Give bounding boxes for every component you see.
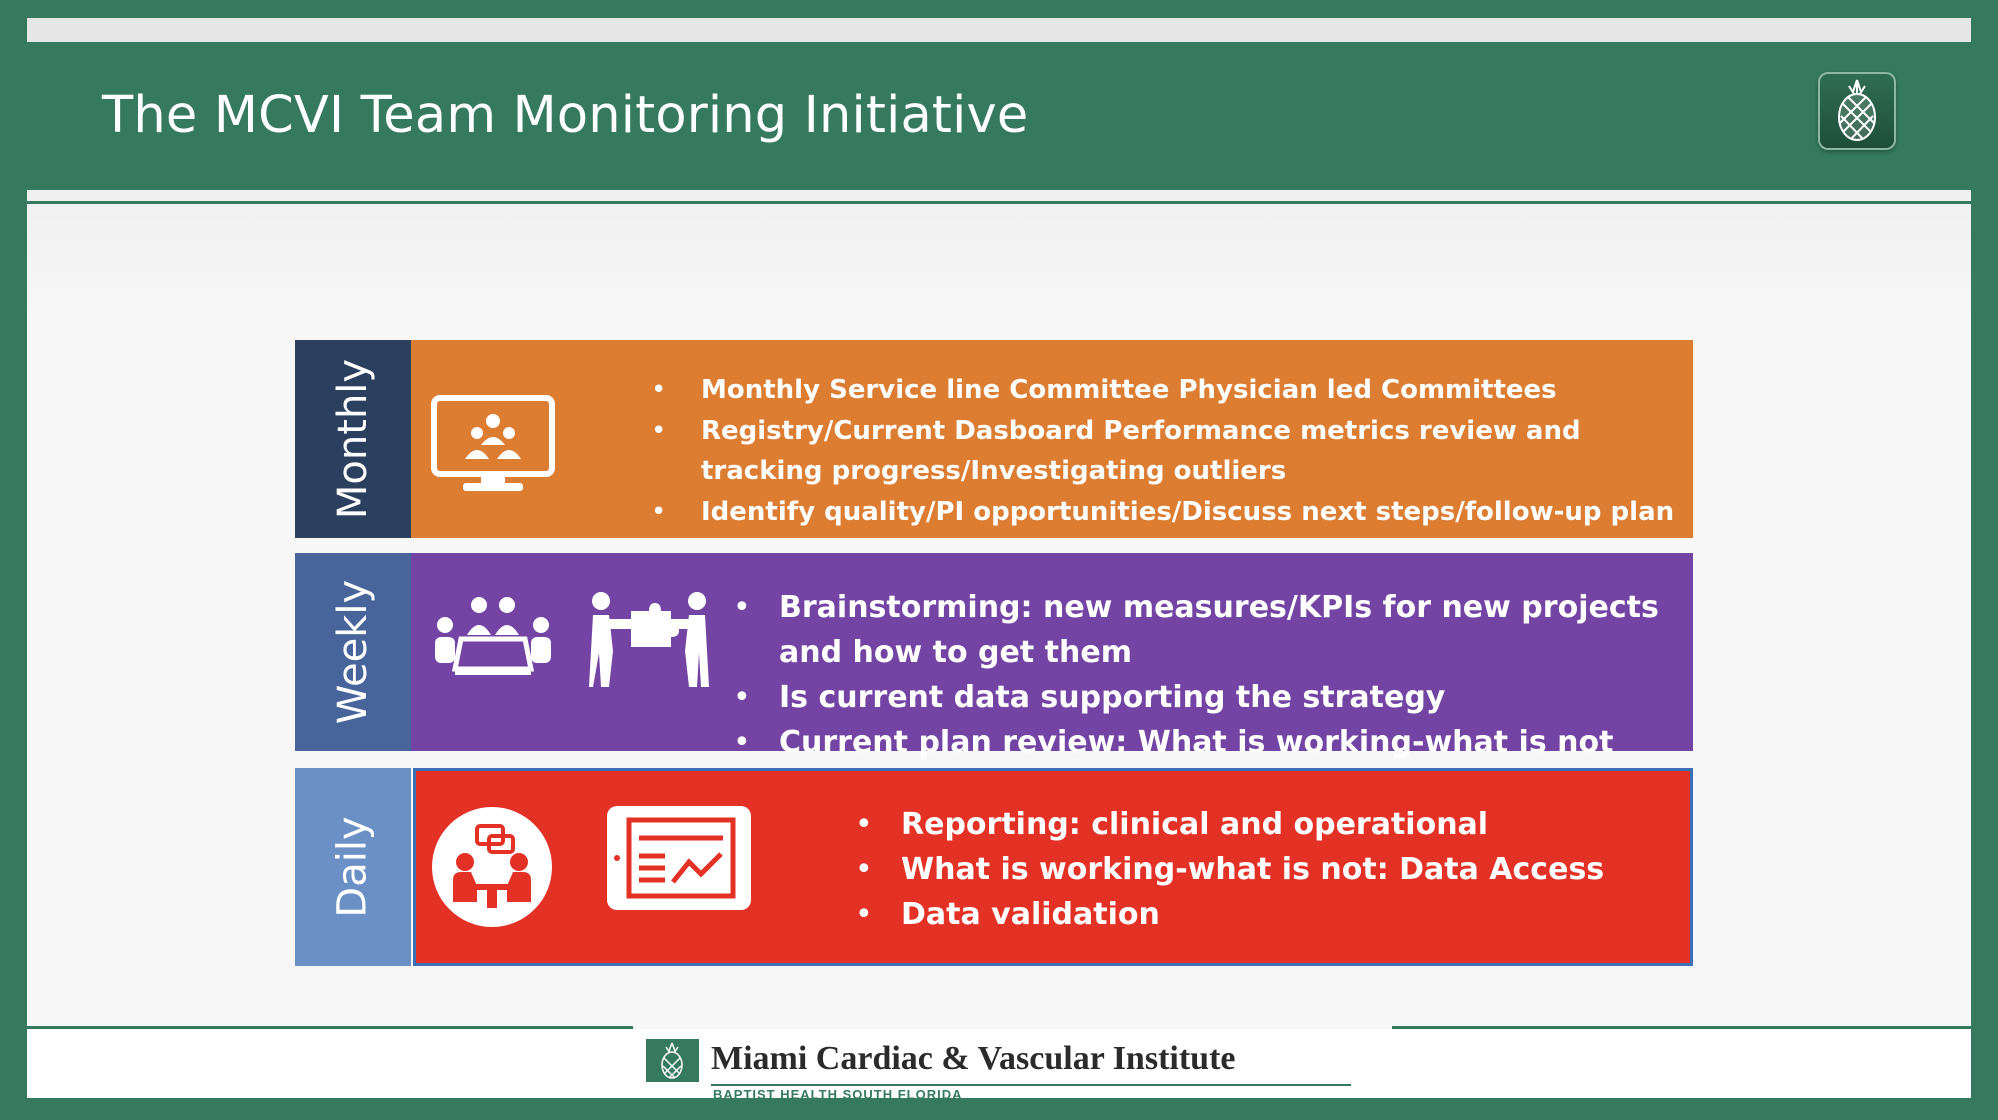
pineapple-logo-icon [646,1039,699,1082]
team-meeting-icon [431,595,555,687]
header-divider [27,201,1971,204]
row-monthly [295,340,1693,538]
puzzle-collaboration-icon [587,591,711,687]
bullet-list-monthly [701,370,1676,532]
slide [27,18,1971,1098]
footer-underline [711,1084,1351,1086]
bullet-item: • Identify quality/PI opportunities/Discuss next steps/follow-up plan [701,492,1676,533]
footer-subtitle: BAPTIST HEALTH SOUTH FLORIDA [713,1087,963,1098]
bullet-item: • Current plan review: What is working-what is not [779,720,1679,765]
row-panel-weekly [411,553,1693,760]
discussion-icon [431,806,553,928]
row-daily [295,768,1693,966]
bullet-item: • Registry/Current Dasboard Performance metrics review and tracking progress/Investigating outliers [701,411,1676,492]
footer-institute-name: Miami Cardiac & Vascular Institute [711,1040,1236,1077]
bullet-item: • Monthly Service line Committee Physician led Committees [701,370,1676,411]
row-panel-monthly [411,340,1693,538]
row-label-daily [295,768,411,966]
bullet-item: • Brainstorming: new measures/KPIs for new projects and how to get them [779,585,1679,675]
row-panel-daily [413,768,1693,966]
row-weekly [295,553,1693,760]
row-label-weekly [295,553,411,751]
monitor-meeting-icon [431,395,555,495]
tablet-report-icon [605,804,753,912]
bullet-list-daily [901,802,1661,937]
bullet-item: • Reporting: clinical and operational [901,802,1661,847]
row-label-monthly [295,340,411,538]
pineapple-logo-icon [1818,72,1896,150]
slide-title: The MCVI Team Monitoring Initiative [102,86,1029,145]
bullet-item: • Is current data supporting the strategy [779,675,1679,720]
row-label-text: Daily [330,816,376,918]
row-label-text: Monthly [330,358,376,520]
bullet-item: • What is working-what is not: Data Access [901,847,1661,892]
row-label-text: Weekly [330,579,376,725]
bullet-list-weekly [779,585,1679,765]
slide-header [27,42,1971,190]
bullet-item: • Data validation [901,892,1661,937]
